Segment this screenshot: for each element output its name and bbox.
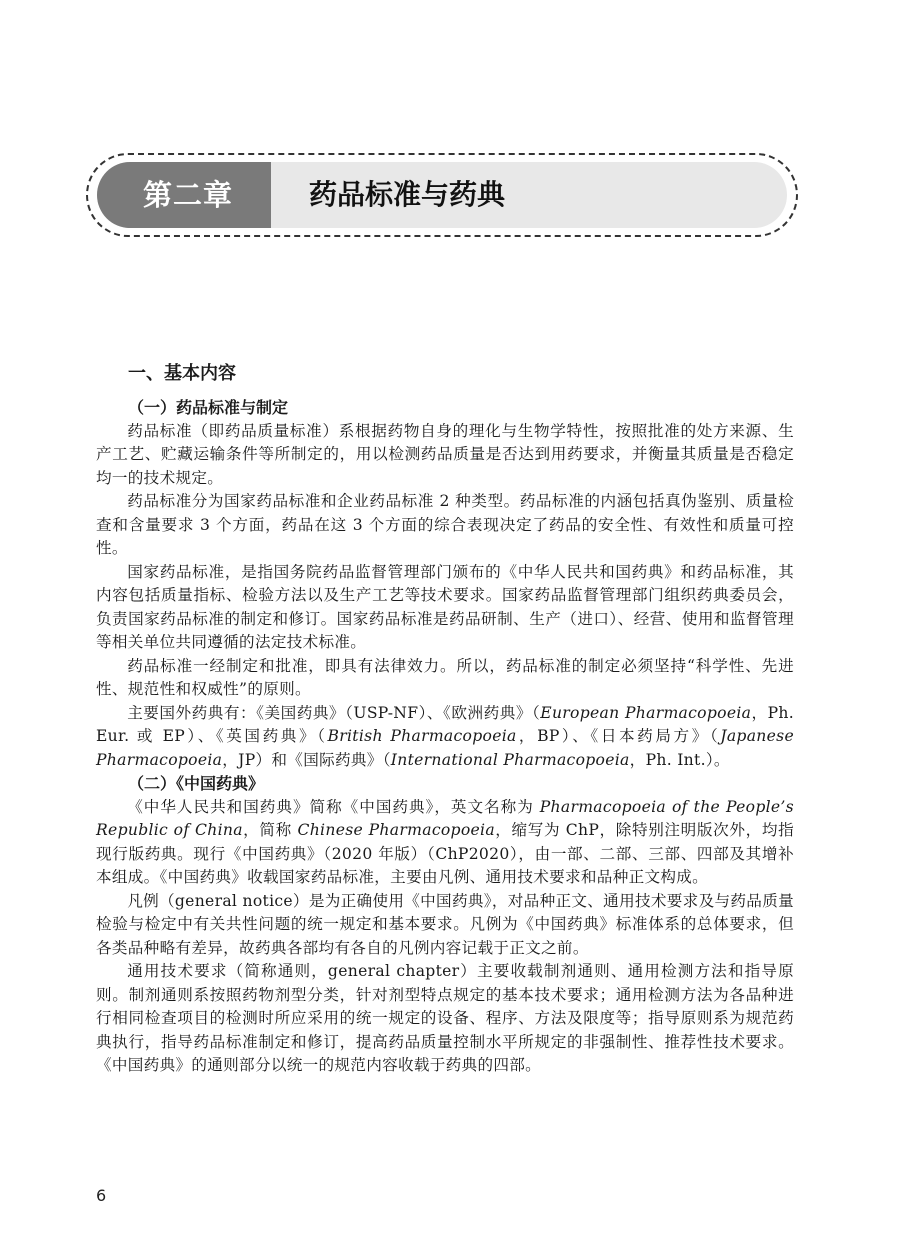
paragraph: 药品标准一经制定和批准，即具有法律效力。所以，药品标准的制定必须坚持“科学性、先进性、规范性和权威性”的原则。 <box>96 656 794 698</box>
paragraph-foreign-pharmacopoeias: 主要国外药典有：《美国药典》（USP-NF）、《欧洲药典》（European Pharmacopoeia，Ph. Eur. 或 EP）、《英国药典》（British Pharmacopoeia，BP）、《日本药局方》（Japanese Pharmacopoeia，JP）和《国际药典》（International Pharmacopoeia，Ph. Int.）。 <box>96 703 795 769</box>
chapter-title: 药品标准与药典 <box>309 178 506 211</box>
paragraph: 凡例（general notice）是为正确使用《中国药典》，对品种正文、通用技术要求及与药品质量检验与检定中有关共性问题的统一规定和基本要求。凡例为《中国药典》标准体系的总体要求，但各类品种略有差异，故药典各部均有各自的凡例内容记载于正文之前。 <box>96 891 794 957</box>
page-body <box>96 356 794 1078</box>
subsection-heading-chinese-pharmacopoeia: （二）《中国药典》 <box>128 774 265 793</box>
paragraph-chp-intro: 《中华人民共和国药典》简称《中国药典》，英文名称为 Pharmacopoeia of the People’s Republic of China，简称 Chinese Pharmacopoeia，缩写为 ChP，除特别注明版次外，均指现行版药典。现行《中国药典》（2020 年版）（ChP2020），由一部、二部、三部、四部及其增补本组成。《中国药典》收载国家药品标准，主要由凡例、通用技术要求和品种正文构成。 <box>96 797 794 886</box>
paragraph: 通用技术要求（简称通则，general chapter）主要收载制剂通则、通用检测方法和指导原则。制剂通则系按照药物剂型分类，针对剂型特点规定的基本技术要求；通用检测方法为各品种进行相同检查项目的检测时所应采用的统一规定的设备、程序、方法及限度等；指导原则系为规范药典执行，指导药品标准制定和修订，提高药品质量控制水平所规定的非强制性、推荐性技术要求。《中国药典》的通则部分以统一的规范内容收载于药典的四部。 <box>96 962 794 1074</box>
chapter-number: 第二章 <box>97 162 271 228</box>
section-heading-basic-content: 一、基本内容 <box>128 363 236 384</box>
paragraph: 药品标准（即药品质量标准）系根据药物自身的理化与生物学特性，按照批准的处方来源、生产工艺、贮藏运输条件等所制定的，用以检测药品质量是否达到用药要求，并衡量其质量是否稳定均一的技术规定。 <box>96 421 794 487</box>
paragraph: 药品标准分为国家药品标准和企业药品标准 2 种类型。药品标准的内涵包括真伪鉴别、质量检查和含量要求 3 个方面，药品在这 3 个方面的综合表现决定了药品的安全性、有效性和质量可控性。 <box>96 492 794 557</box>
chapter-banner <box>97 162 787 228</box>
paragraph: 国家药品标准，是指国务院药品监督管理部门颁布的《中华人民共和国药典》和药品标准，其内容包括质量指标、检验方法以及生产工艺等技术要求。国家药品监督管理部门组织药典委员会，负责国家药品标准的制定和修订。国家药品标准是药品研制、生产（进口）、经营、使用和监督管理等相关单位共同遵循的法定技术标准。 <box>96 562 794 651</box>
subsection-heading-drug-standards: （一）药品标准与制定 <box>128 398 289 417</box>
page-number: 6 <box>96 1186 107 1205</box>
